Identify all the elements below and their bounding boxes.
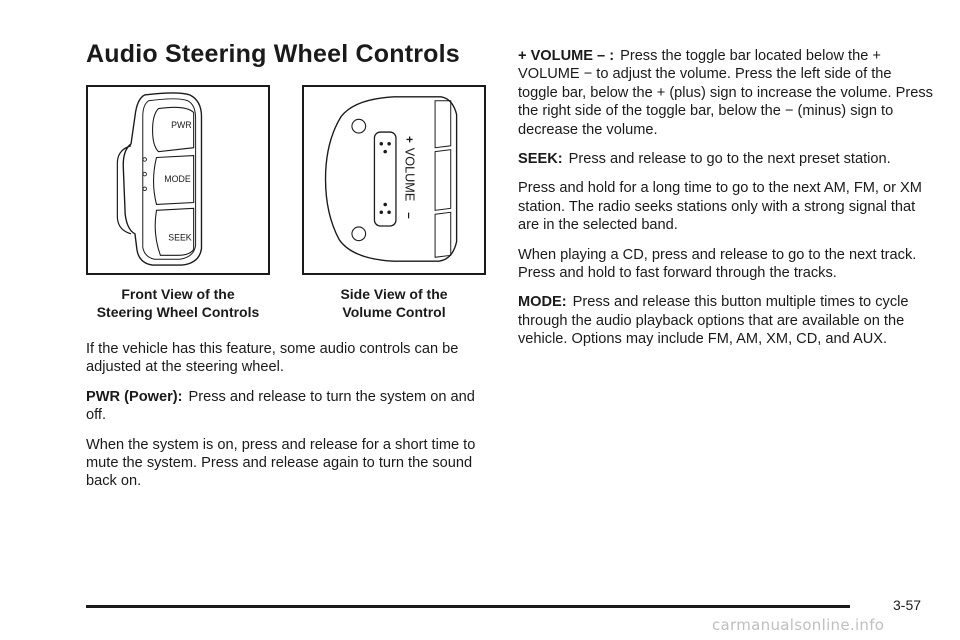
left-column <box>86 340 496 502</box>
watermark: carmanualsonline.info <box>712 616 885 634</box>
side-caption-line2: Volume Control <box>342 304 446 320</box>
mode-label: MODE <box>164 173 191 184</box>
mode-term: MODE: <box>518 294 567 311</box>
volume-term: + VOLUME – : <box>518 48 615 64</box>
front-caption-line1: Front View of the <box>121 286 235 302</box>
pwr-label: PWR <box>171 120 192 131</box>
volume-minus-label: – <box>402 212 416 219</box>
footer-rule <box>86 605 850 608</box>
intro-paragraph: If the vehicle has this feature, some audio controls can be adjusted at the steering wheel. <box>86 341 459 376</box>
seek-text: Press and release to go to the next preset station. <box>568 151 891 168</box>
side-view-figure <box>302 85 486 275</box>
seek-label: SEEK <box>168 232 192 243</box>
steering-wheel-controls-illustration <box>88 87 268 273</box>
mute-paragraph: When the system is on, press and release for a short time to mute the system. Press and release again to turn the sound back on. <box>86 436 476 490</box>
front-caption-line2: Steering Wheel Controls <box>96 304 260 320</box>
volume-paragraph <box>518 47 933 139</box>
side-caption-line1: Side View of the <box>340 286 448 302</box>
pwr-text: Press and release to turn the system on and off. <box>86 388 475 424</box>
page-number: 3-57 <box>893 597 922 613</box>
page-title: Audio Steering Wheel Controls <box>86 40 460 68</box>
right-column <box>518 47 933 360</box>
volume-text: Press the toggle bar located below the + VOLUME − to adjust the volume. Press the left side of the toggle bar, below the + (plus) sign to increase the volume. Press the right side of the toggle bar, below the − (minus) sign to decrease the volume. <box>518 48 933 138</box>
volume-control-illustration <box>304 87 484 273</box>
front-view-figure <box>86 85 270 275</box>
mode-text: Press and release this button multiple times to cycle through the audio playback options that are available on the vehicle. Options may include FM, AM, XM, CD, and AUX. <box>518 294 909 348</box>
seek-term: SEEK: <box>518 151 563 168</box>
seek-paragraph <box>518 150 933 168</box>
volume-label: VOLUME <box>402 147 418 202</box>
side-view-caption <box>300 285 488 321</box>
seek-hold-paragraph: Press and hold for a long time to go to the next AM, FM, or XM station. The radio seeks stations only with a strong signal that are in the selected band. <box>518 180 922 234</box>
seek-cd-paragraph: When playing a CD, press and release to go to the next track. Press and hold to fast forward through the tracks. <box>518 246 917 282</box>
front-view-caption <box>80 285 276 321</box>
pwr-paragraph <box>86 388 496 425</box>
volume-plus-label: + <box>402 135 416 143</box>
pwr-term: PWR (Power): <box>86 388 183 405</box>
mode-paragraph <box>518 293 933 348</box>
